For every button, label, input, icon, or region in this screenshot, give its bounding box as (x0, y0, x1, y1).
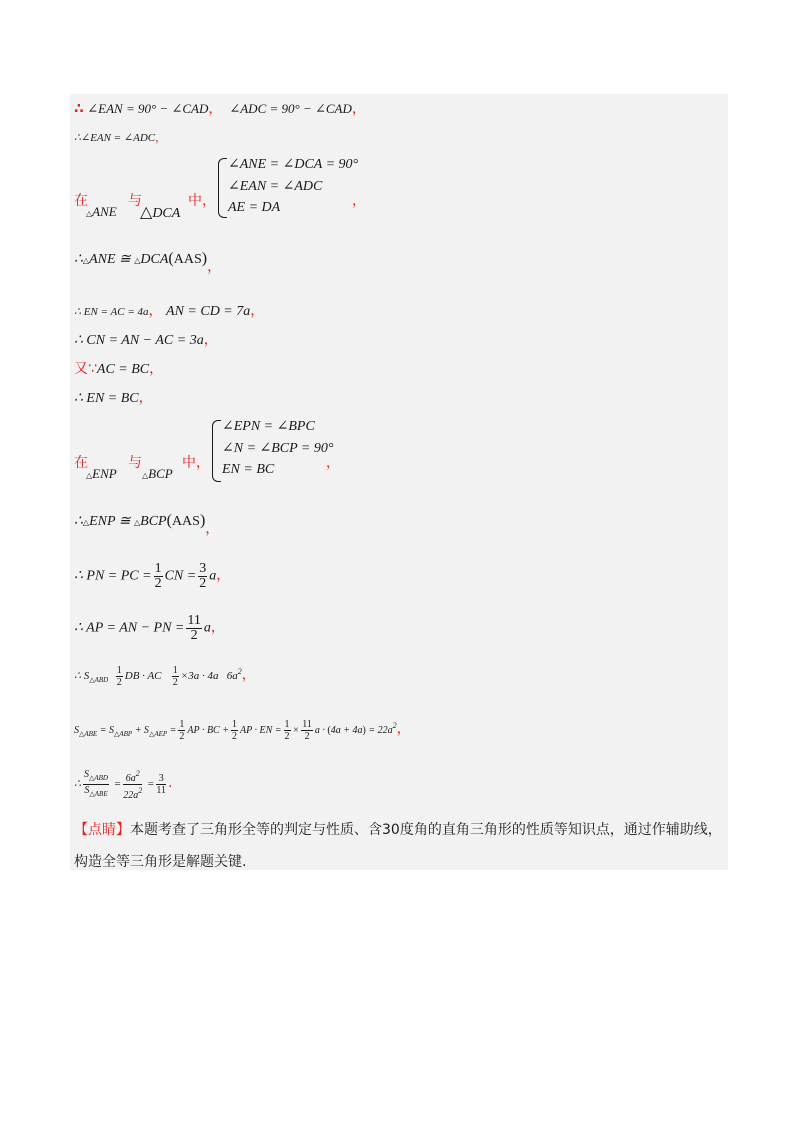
step-cn: ∴ CN = AN − AC = 3a， (74, 332, 218, 348)
triangle-ane: △ANE (86, 204, 117, 219)
triangle-dca: △DCA (140, 204, 181, 221)
key-point-text: 本题考查了三角形全等的判定与性质、含30度角的直角三角形的性质等知识点，通过作辅助线，构造全等三角形是解题关键. (74, 822, 722, 870)
sys1-line-3: AE = DA (228, 200, 281, 215)
sys1-tail: ， (352, 193, 366, 209)
sys2-line-3: EN = BC (222, 462, 275, 477)
label-yu-1: 与 (128, 193, 142, 209)
step-congruent-2: ∴△ENP ≅ △BCP(AAS)， (74, 512, 220, 537)
step-angle-equal: ∴∠EAN = ∠ADC， (74, 131, 167, 144)
sys2-line-1: ∠EPN = ∠BPC (222, 419, 315, 434)
label-zhong-2: 中， (182, 455, 210, 471)
sys2-tail: ， (326, 455, 340, 471)
sys1-line-2: ∠EAN = ∠ADC (228, 179, 323, 194)
brace-1 (218, 158, 227, 218)
triangle-bcp: △BCP (142, 466, 173, 481)
step-en-bc: ∴ EN = BC， (74, 390, 153, 406)
step-ac-bc: 又∵AC = BC， (74, 361, 164, 377)
step-congruent-1: ∴△ANE ≅ △DCA(AAS)， (74, 250, 222, 275)
step-ratio: ∴ $\frac{S_{\triangle ABD}}{S_{\triangle ABE}}$ = $\frac{6a^2}{22a^2}$ = $\frac{3}{11}$ . (74, 769, 173, 801)
step-area-abd: ∴ $S_{\triangle ABD}$ $\frac{1}{2}$ DB · AC $\frac{1}{2}$ ×3a · 4a $6a^2$， (74, 664, 256, 688)
brace-2 (212, 420, 221, 482)
step-area-abe: $S_{\triangle ABE} = S_{\triangle ABP} + S_{\triangle AEP}$ = $\frac{1}{2}$ AP · BC + $\frac{1}{2}$ AP · EN = $\frac{1}{2}$ × $\frac{11}{2}$ $a \cdot (4a + 4a) = 22a^2$， (74, 719, 411, 743)
label-zai-2: 在 (74, 455, 88, 471)
triangle-enp: △ENP (86, 466, 117, 481)
sys1-line-1: ∠ANE = ∠DCA = 90° (228, 157, 359, 172)
step-angle-ean: ∴ ∠EAN = 90° − ∠CAD， ∠ADC = 90° − ∠CAD， (74, 101, 366, 117)
sys2-line-2: ∠N = ∠BCP = 90° (222, 441, 334, 456)
step-lengths: ∴ EN = AC = 4a， AN = CD = 7a， (74, 303, 265, 319)
label-zai-1: 在 (74, 193, 88, 209)
key-point-tag: 【点睛】 (74, 822, 130, 838)
label-zhong-1: 中， (188, 193, 216, 209)
step-pn-pc: ∴ PN = PC = $\frac{1}{2}$ CN = $\frac{3}{2}$ a， (74, 561, 231, 591)
step-ap: ∴ AP = AN − PN = $\frac{11}{2}$ a， (74, 613, 225, 643)
label-yu-2: 与 (128, 455, 142, 471)
key-point-comment (74, 814, 734, 878)
